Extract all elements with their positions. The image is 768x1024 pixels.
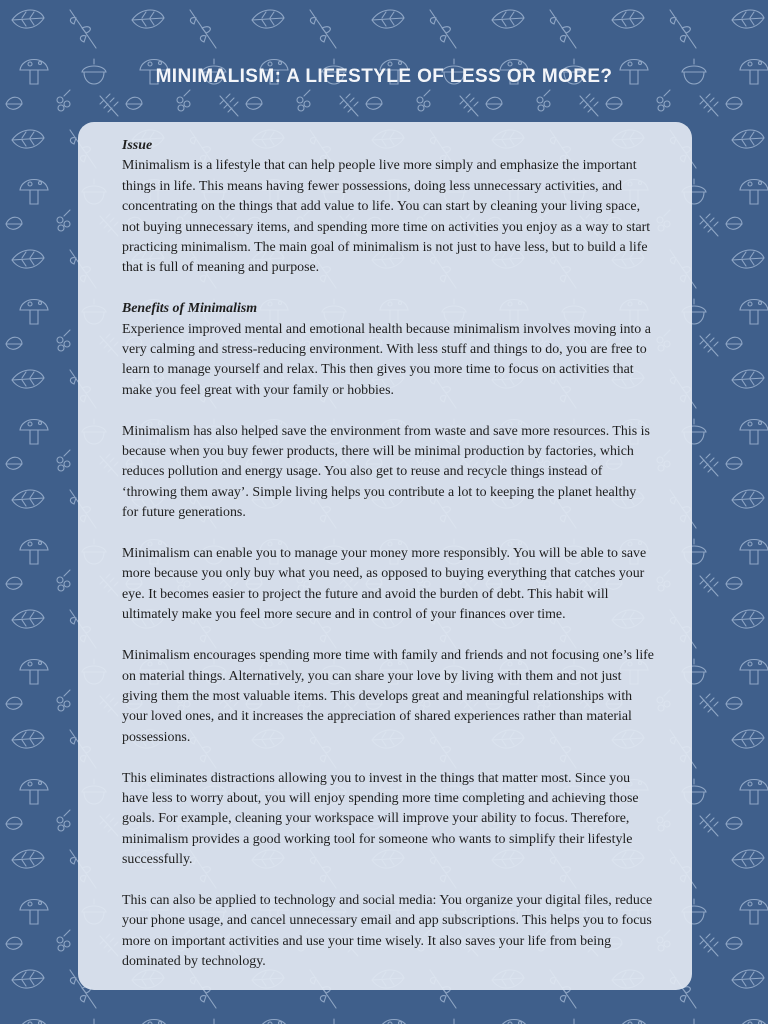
section-heading-issue: Issue: [122, 138, 153, 153]
section-heading-benefits: Benefits of Minimalism: [122, 301, 258, 317]
benefits-paragraph-relationships: Minimalism encourages spending more time with family and friends and not focusing one’s life on material things. Alternatively, you can share your love by living with them and not just giving them the most valuable items. This develops great and meaningful relationships with your loved ones, and it increases the appreciation of shared experiences rather than material possessions.: [122, 648, 654, 745]
issue-paragraph: Minimalism is a lifestyle that can help people live more simply and emphasize the important things in life. This means having fewer possessions, doing less unnecessary activities, and concentrating on the things that add value to life. You can start by cleaning your living space, not buying unnecessary items, and spending more time on activities you enjoy as a way to start practicing minimalism. The main goal of minimalism is not just to have less, but to build a life that is full of meaning and purpose.: [122, 158, 651, 276]
benefits-paragraph-focus: This eliminates distractions allowing you to invest in the things that matter most. Since you have less to worry about, you will enjoy spending more time completing and achieving those goals. For example, cleaning your workspace will improve your ability to focus. Therefore, minimalism provides a good working tool for someone who wants to simplify their lifestyle successfully.: [122, 770, 639, 868]
benefits-paragraph-mental-health: Experience improved mental and emotional health because minimalism involves moving into a very calming and stress-reducing environment. With less stuff and things to do, you are free to learn to manage yourself and relax. This then gives you more time to focus on activities that make you feel great with your family or hobbies.: [122, 321, 651, 398]
issue-section: [122, 136, 654, 279]
benefits-paragraph-technology: This can also be applied to technology and social media: You organize your digital files, reduce your phone usage, and cancel unnecessary email and app subscriptions. This helps you to focus more on important activities and use your time wisely. It also saves your life from being dominated by technology.: [122, 892, 653, 970]
article-body: [122, 136, 654, 973]
page-title: MINIMALISM: A LIFESTYLE OF LESS OR MORE?: [155, 66, 613, 87]
benefits-paragraph-money: Minimalism can enable you to manage your money more responsibly. You will be able to save more because you only buy what you need, as opposed to buying everything that catches your eye. It becomes easier to project the future and avoid the burden of debt. This habit will ultimately make you feel more secure and in control of your finances over time.: [122, 546, 647, 623]
benefits-section: [122, 299, 654, 972]
benefits-paragraph-environment: Minimalism has also helped save the environment from waste and save more resources. This is because when you buy fewer products, there will be minimal production by factories, which reduces pollution and energy usage. You also get to reuse and recycle things instead of ‘throwing them away’. Simple living helps you contribute a lot to keeping the planet healthy for future generations.: [122, 423, 650, 521]
